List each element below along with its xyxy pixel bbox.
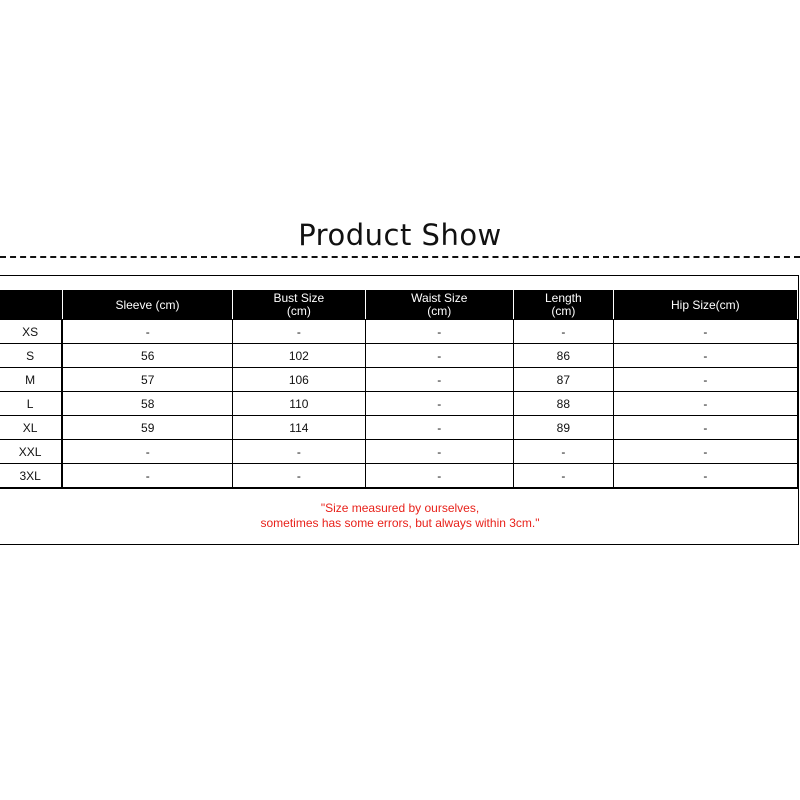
- table-cell: 106: [233, 368, 365, 392]
- size-label-cell: XXL: [0, 440, 62, 464]
- table-row: [0, 440, 798, 464]
- table-cell: -: [233, 320, 365, 344]
- size-chart-header: [0, 291, 798, 320]
- header-row: [0, 291, 798, 320]
- page-title: Product Show: [298, 218, 502, 252]
- table-cell: -: [365, 416, 513, 440]
- table-cell: -: [365, 344, 513, 368]
- table-cell: -: [613, 368, 797, 392]
- header-cell-size: [0, 291, 62, 320]
- table-cell: -: [513, 320, 613, 344]
- table-cell: -: [365, 368, 513, 392]
- table-cell: -: [613, 440, 797, 464]
- header-cell: Hip Size(cm): [613, 291, 797, 320]
- table-row: [0, 368, 798, 392]
- table-cell: 58: [62, 392, 232, 416]
- measurement-note: [0, 501, 800, 531]
- size-label-cell: XL: [0, 416, 62, 440]
- table-row: [0, 392, 798, 416]
- table-row: [0, 320, 798, 344]
- table-row: [0, 464, 798, 489]
- table-cell: 89: [513, 416, 613, 440]
- table-cell: -: [513, 440, 613, 464]
- table-cell: -: [613, 344, 797, 368]
- table-cell: 86: [513, 344, 613, 368]
- dashed-divider: [0, 256, 800, 258]
- size-label-cell: L: [0, 392, 62, 416]
- table-cell: -: [613, 464, 797, 489]
- note-line-2: sometimes has some errors, but always within 3cm.": [260, 516, 540, 530]
- table-cell: 87: [513, 368, 613, 392]
- size-label-cell: 3XL: [0, 464, 62, 489]
- table-cell: 59: [62, 416, 232, 440]
- table-cell: 102: [233, 344, 365, 368]
- table-cell: -: [513, 464, 613, 489]
- table-row: [0, 344, 798, 368]
- table-row: [0, 416, 798, 440]
- header-cell: Waist Size (cm): [365, 291, 513, 320]
- table-cell: -: [62, 464, 232, 489]
- table-cell: -: [365, 440, 513, 464]
- size-label-cell: S: [0, 344, 62, 368]
- table-cell: 88: [513, 392, 613, 416]
- table-cell: 110: [233, 392, 365, 416]
- table-cell: -: [233, 440, 365, 464]
- table-cell: -: [233, 464, 365, 489]
- table-cell: -: [365, 392, 513, 416]
- header-cell: Length (cm): [513, 291, 613, 320]
- header-cell: Sleeve (cm): [62, 291, 232, 320]
- table-cell: -: [62, 320, 232, 344]
- size-label-cell: XS: [0, 320, 62, 344]
- size-chart-body: [0, 320, 798, 489]
- table-cell: 114: [233, 416, 365, 440]
- note-line-1: "Size measured by ourselves,: [320, 501, 480, 515]
- table-cell: -: [365, 320, 513, 344]
- table-cell: -: [613, 416, 797, 440]
- header-cell: Bust Size (cm): [233, 291, 365, 320]
- size-chart-table: [0, 290, 798, 489]
- size-label-cell: M: [0, 368, 62, 392]
- table-cell: 56: [62, 344, 232, 368]
- table-cell: -: [613, 320, 797, 344]
- table-cell: -: [613, 392, 797, 416]
- table-cell: 57: [62, 368, 232, 392]
- table-cell: -: [62, 440, 232, 464]
- table-cell: -: [365, 464, 513, 489]
